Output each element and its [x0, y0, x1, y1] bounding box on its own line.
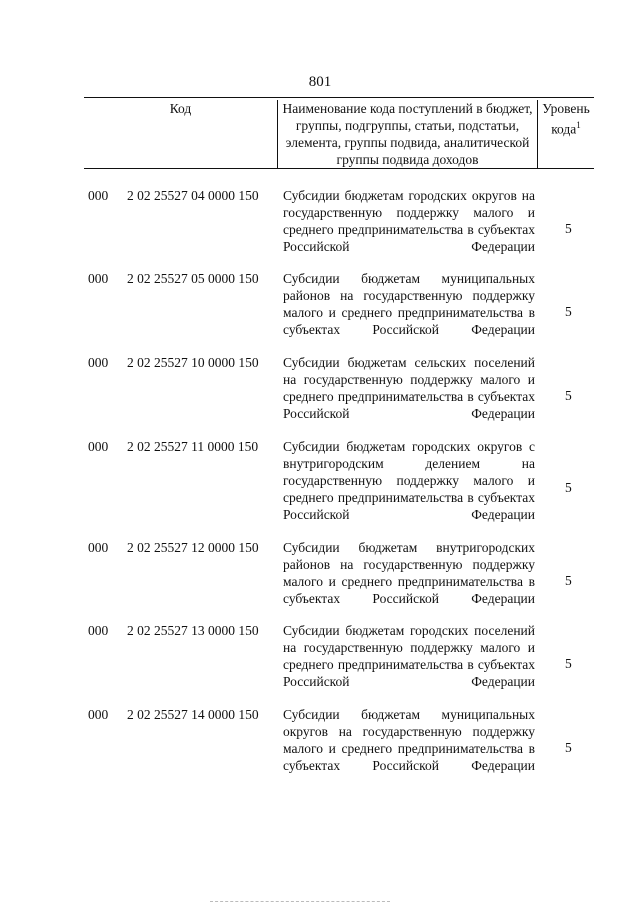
admin-code: 000 — [88, 540, 109, 555]
header-name-label: Наименование кода поступлений в бюджет, группы, подгруппы, статьи, подстатьи, элемента, группы подвида, аналитической группы подвида доходов — [282, 101, 533, 167]
revenue-name: Субсидии бюджетам внутригородских районов на государственную поддержку малого и среднего предпринимательства в субъектах Российской Федерации — [283, 540, 535, 606]
revenue-code: 2 02 25527 13 0000 150 — [127, 623, 259, 638]
header-level — [538, 100, 594, 170]
revenue-code: 2 02 25527 05 0000 150 — [127, 271, 259, 286]
admin-code: 000 — [88, 707, 109, 722]
code-level: 5 — [565, 656, 572, 671]
code-level: 5 — [565, 480, 572, 495]
admin-code: 000 — [88, 623, 109, 638]
admin-code: 000 — [88, 271, 109, 286]
revenue-code: 2 02 25527 10 0000 150 — [127, 355, 259, 370]
revenue-code: 2 02 25527 04 0000 150 — [127, 188, 259, 203]
code-level: 5 — [565, 304, 572, 319]
header-code-label: Код — [169, 101, 192, 116]
revenue-name: Субсидии бюджетам муниципальных районов на государственную поддержку малого и среднего предпринимательства в субъектах Российской Федерации — [283, 271, 535, 337]
revenue-code: 2 02 25527 11 0000 150 — [127, 439, 259, 454]
code-level: 5 — [565, 573, 572, 588]
revenue-name: Субсидии бюджетам муниципальных округов на государственную поддержку малого и среднего предпринимательства в субъектах Российской Федерации — [283, 707, 535, 773]
code-level: 5 — [565, 221, 572, 236]
admin-code: 000 — [88, 355, 109, 370]
revenue-name: Субсидии бюджетам сельских поселений на государственную поддержку малого и среднего предпринимательства в субъектах Российской Федерации — [283, 355, 535, 421]
header-level-label: Уровень кода — [542, 101, 590, 137]
revenue-code: 2 02 25527 12 0000 150 — [127, 540, 259, 555]
revenue-name: Субсидии бюджетам городских округов с внутригородским делением на государственную поддержку малого и среднего предпринимательства в субъектах Российской Федерации — [283, 439, 535, 522]
header-code — [84, 100, 278, 168]
admin-code: 000 — [88, 188, 109, 203]
revenue-code: 2 02 25527 14 0000 150 — [127, 707, 259, 722]
scan-artifact-line — [210, 901, 390, 903]
header-name — [278, 100, 538, 168]
revenue-name: Субсидии бюджетам городских округов на государственную поддержку малого и среднего предпринимательства в субъектах Российской Федерации — [283, 188, 535, 254]
header-level-footnote: 1 — [576, 120, 581, 130]
code-level: 5 — [565, 740, 572, 755]
page-number: 801 — [308, 74, 332, 90]
code-level: 5 — [565, 388, 572, 403]
table-header — [84, 97, 594, 169]
admin-code: 000 — [88, 439, 109, 454]
revenue-name: Субсидии бюджетам городских поселений на государственную поддержку малого и среднего предпринимательства в субъектах Российской Федерации — [283, 623, 535, 689]
